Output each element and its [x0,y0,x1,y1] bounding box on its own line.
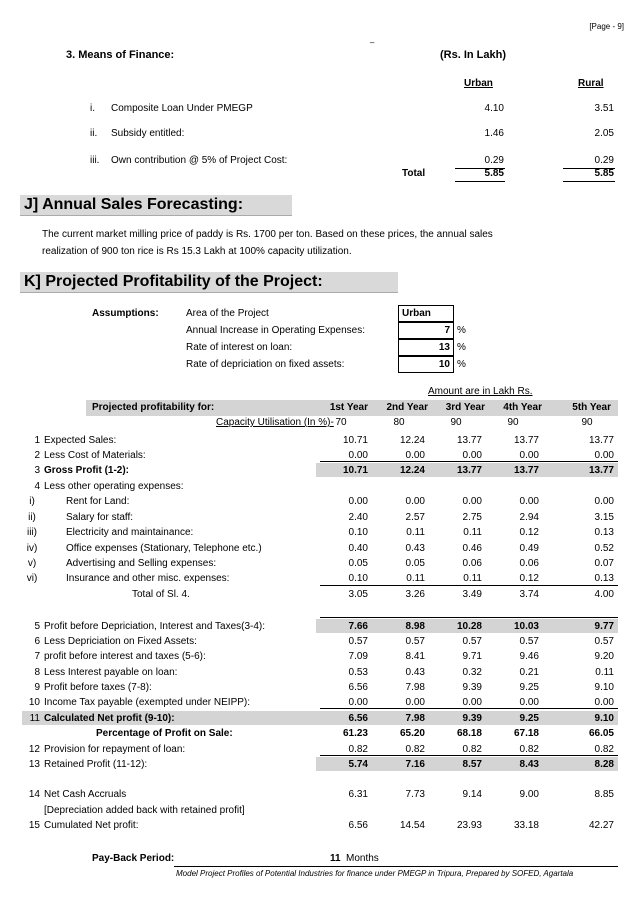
payback-label: Pay-Back Period: [92,853,175,864]
row-value: 0.06 [519,558,539,569]
row-value: 9.20 [594,651,614,662]
row-value: 9.39 [462,682,482,693]
row-value: 13.77 [456,465,482,476]
row-label: Percentage of Profit on Sale: [96,728,233,739]
payback-value: 11 [330,853,341,864]
sales-text-line2: realization of 900 ton rice is Rs 15.3 Lakh at 100% capacity utilization. [42,246,352,257]
row-value: 10.28 [456,621,482,632]
row-value: 0.05 [348,558,368,569]
table-row [0,649,638,664]
row-value: 8.57 [462,759,482,770]
row-value: 13.77 [456,435,482,446]
table-row [0,818,638,833]
table-row [0,757,638,772]
row-label: Gross Profit (1-2): [44,465,130,476]
row-label: Salary for staff: [66,512,134,523]
row-number: 15 [28,820,40,831]
row-value: 0.57 [348,636,368,647]
table-row [0,803,638,818]
row-number: 12 [28,744,40,755]
total-urban: 5.85 [484,168,504,179]
row-value: 13.77 [588,465,614,476]
row-value: 0.13 [594,573,614,584]
total-label: Total [402,168,426,179]
assumption-label: Area of the Project [186,308,269,319]
row-value: 8.85 [594,789,614,800]
row-label: Profit before taxes (7-8): [44,682,152,693]
row-value: 9.14 [462,789,482,800]
dash-mark: – [370,38,375,47]
row-label: [Depreciation added back with retained profit] [44,805,245,816]
row-value: 0.21 [519,667,539,678]
table-header-label: Projected profitability for: [92,402,215,413]
row-label: Retained Profit (11-12): [44,759,148,770]
row-label: Profit before Depriciation, Interest and Taxes(3-4): [44,621,266,632]
row-value: 13.77 [513,465,539,476]
table-row [0,494,638,509]
row-value: 0.00 [519,697,539,708]
row-label: Less Interest payable on loan: [44,667,178,678]
row-value: 42.27 [588,820,614,831]
row-value: 0.46 [462,543,482,554]
assumptions-label: Assumptions: [92,308,159,319]
row-value: 0.00 [594,697,614,708]
row-value: 10.71 [342,465,368,476]
year-header: 3rd Year [445,402,485,413]
row-value: 0.00 [462,496,482,507]
row-label: Insurance and other misc. expenses: [66,573,230,584]
row-value: 0.00 [462,450,482,461]
means-title: 3. Means of Finance: [66,49,175,61]
table-row [0,525,638,540]
row-value: 65.20 [399,728,425,739]
capacity-value: 90 [507,417,519,428]
row-value: 9.39 [462,713,482,724]
row-value: 0.57 [462,636,482,647]
row-number: ii) [28,512,36,523]
row-value: 0.06 [462,558,482,569]
year-header: 5th Year [572,402,611,413]
row-value: 10.03 [513,621,539,632]
assumption-label: Annual Increase in Operating Expenses: [186,325,365,336]
amount-note: Amount are in Lakh Rs. [428,386,533,397]
rule [320,617,618,618]
means-unit: (Rs. In Lakh) [440,49,507,61]
row-value: 9.71 [462,651,482,662]
row-value: 0.00 [405,450,425,461]
col-urban: Urban [464,78,493,89]
row-label: Less Cost of Materials: [44,450,146,461]
row-number: 5 [34,621,40,632]
col-rural: Rural [578,78,604,89]
row-number: v) [27,558,37,569]
row-label: Expected Sales: [44,435,117,446]
capacity-value: 90 [581,417,593,428]
table-row [0,587,638,602]
row-value: 33.18 [513,820,539,831]
row-value: 0.05 [405,558,425,569]
row-value: 0.82 [519,744,539,755]
table-row [0,541,638,556]
section-j-title: J] Annual Sales Forecasting: [24,196,244,213]
row-value: 0.00 [594,450,614,461]
year-header: 1st Year [329,402,368,413]
row-value: 0.57 [594,636,614,647]
row-number: iii) [27,527,37,538]
row-label: Provision for repayment of loan: [44,744,186,755]
table-row [0,433,638,448]
year-header: 4th Year [503,402,542,413]
row-number: 13 [28,759,40,770]
capacity-label: Capacity Utilisation (In %)- [216,417,334,428]
row-value: 5.74 [348,759,368,770]
table-row [0,463,638,478]
row-number: 10 [28,697,40,708]
row-value: 3.15 [594,512,614,523]
row-value: 0.12 [519,527,539,538]
row-value: 68.18 [456,728,482,739]
row-value: 9.46 [519,651,539,662]
row-value: 6.56 [348,682,368,693]
row-label: Electricity and maintainance: [66,527,194,538]
row-value: 8.28 [594,759,614,770]
capacity-value: 80 [393,417,405,428]
row-label: Office expenses (Stationary, Telephone etc.) [66,543,262,554]
row-value: 0.82 [462,744,482,755]
row-value: 0.00 [519,496,539,507]
row-value: 7.16 [405,759,425,770]
table-row [0,680,638,695]
row-value: 3.74 [519,589,539,600]
table-row [0,448,638,463]
row-value: 0.53 [348,667,368,678]
total-rural: 5.85 [594,168,614,179]
row-value: 0.11 [595,667,614,678]
row-value: 0.49 [519,543,539,554]
row-value: 61.23 [342,728,368,739]
section-k-title: K] Projected Profitability of the Project: [24,273,323,290]
row-value: 7.73 [405,789,425,800]
row-number: i) [29,496,35,507]
row-value: 0.00 [462,697,482,708]
row-label: Less Depriciation on Fixed Assets: [44,636,197,647]
row-value: 23.93 [456,820,482,831]
row-label: Advertising and Selling expenses: [66,558,217,569]
table-row [0,711,638,726]
row-number: 8 [34,667,40,678]
row-value: 3.05 [348,589,368,600]
row-value: 9.10 [594,682,614,693]
assumption-label: Rate of depriciation on fixed assets: [186,359,345,370]
row-value: 0.82 [405,744,425,755]
row-label: Less other operating expenses: [44,481,184,492]
row-label: Calculated Net profit (9-10): [44,713,175,724]
row-value: 0.00 [348,697,368,708]
row-number: iv) [26,543,38,554]
row-value: 0.40 [348,543,368,554]
row-value: 0.12 [519,573,539,584]
row-value: 0.43 [405,543,425,554]
row-value: 9.10 [594,713,614,724]
row-value: 0.07 [594,558,614,569]
opex-increase-value: 7 [398,322,454,339]
capacity-value: 90 [450,417,462,428]
row-value: 0.13 [594,527,614,538]
row-value: 0.00 [348,450,368,461]
payback-unit: Months [346,853,379,864]
row-number: 2 [34,450,40,461]
table-row [0,695,638,710]
table-row [0,571,638,586]
row-value: 67.18 [513,728,539,739]
row-value: 7.98 [405,713,425,724]
table-row [0,510,638,525]
row-value: 9.25 [519,713,539,724]
row-value: 0.00 [405,496,425,507]
footer-text: Model Project Profiles of Potential Industries for finance under PMEGP in Tripura, Prepared by SOFED, Agartala [176,869,574,878]
table-row [0,634,638,649]
row-value: 0.52 [594,543,614,554]
percent-unit: % [457,342,466,353]
row-value: 0.11 [406,527,425,538]
row-label: Net Cash Accruals [44,789,127,800]
row-value: 6.56 [348,713,368,724]
table-row [0,479,638,494]
row-value: 10.71 [342,435,368,446]
row-label: profit before interest and taxes (5-6): [44,651,206,662]
row-value: 0.00 [594,496,614,507]
row-value: 8.41 [405,651,425,662]
row-value: 8.98 [405,621,425,632]
percent-unit: % [457,325,466,336]
row-number: 14 [28,789,40,800]
row-value: 12.24 [399,435,425,446]
row-value: 0.11 [463,527,482,538]
row-value: 3.26 [405,589,425,600]
page-number: [Page - 9] [589,22,624,31]
row-value: 4.00 [594,589,614,600]
row-value: 13.77 [588,435,614,446]
row-value: 6.31 [348,789,368,800]
row-number: vi) [26,573,38,584]
row-label: Income Tax payable (exempted under NEIPP): [44,697,251,708]
row-value: 0.57 [519,636,539,647]
row-value: 0.11 [406,573,425,584]
row-value: 14.54 [399,820,425,831]
sales-text-line1: The current market milling price of paddy is Rs. 1700 per ton. Based on these prices, the annual sales [42,229,493,240]
row-value: 0.11 [463,573,482,584]
footer-rule [174,866,618,867]
table-row [0,726,638,741]
row-value: 0.57 [405,636,425,647]
table-row [0,619,638,634]
row-value: 7.66 [348,621,368,632]
total-underline-urban [455,181,505,182]
row-value: 9.00 [519,789,539,800]
row-value: 2.40 [348,512,368,523]
interest-rate-value: 13 [398,339,454,356]
row-label: Cumulated Net profit: [44,820,139,831]
section-j-header [20,195,292,216]
row-value: 0.32 [462,667,482,678]
row-value: 0.10 [348,527,368,538]
row-value: 9.77 [594,621,614,632]
row-value: 8.43 [519,759,539,770]
row-value: 0.82 [594,744,614,755]
row-number: 7 [34,651,40,662]
capacity-value: 70 [335,417,347,428]
percent-unit: % [457,359,466,370]
assumption-label: Rate of interest on loan: [186,342,293,353]
row-value: 3.49 [462,589,482,600]
row-number: 11 [29,713,40,724]
row-label: Rent for Land: [66,496,130,507]
area-value: Urban [398,305,454,322]
row-value: 0.43 [405,667,425,678]
row-value: 0.00 [348,496,368,507]
row-value: 7.98 [405,682,425,693]
row-number: 3 [34,465,40,476]
row-number: 9 [34,682,40,693]
row-value: 0.00 [519,450,539,461]
row-value: 2.75 [462,512,482,523]
row-value: 13.77 [513,435,539,446]
depreciation-rate-value: 10 [398,356,454,373]
row-value: 9.25 [519,682,539,693]
table-row [0,787,638,802]
row-value: 2.57 [405,512,425,523]
row-value: 7.09 [348,651,368,662]
section-k-header [20,272,398,293]
row-value: 0.10 [348,573,368,584]
row-number: 1 [34,435,40,446]
total-underline-rural [563,181,615,182]
row-value: 12.24 [399,465,425,476]
row-value: 6.56 [348,820,368,831]
row-number: 4 [34,481,40,492]
row-value: 2.94 [519,512,539,523]
table-row [0,742,638,757]
row-value: 66.05 [588,728,614,739]
row-label: Total of Sl. 4. [132,589,190,600]
table-row [0,665,638,680]
year-header: 2nd Year [386,402,428,413]
row-number: 6 [34,636,40,647]
row-value: 0.00 [405,697,425,708]
table-row [0,556,638,571]
row-value: 0.82 [348,744,368,755]
